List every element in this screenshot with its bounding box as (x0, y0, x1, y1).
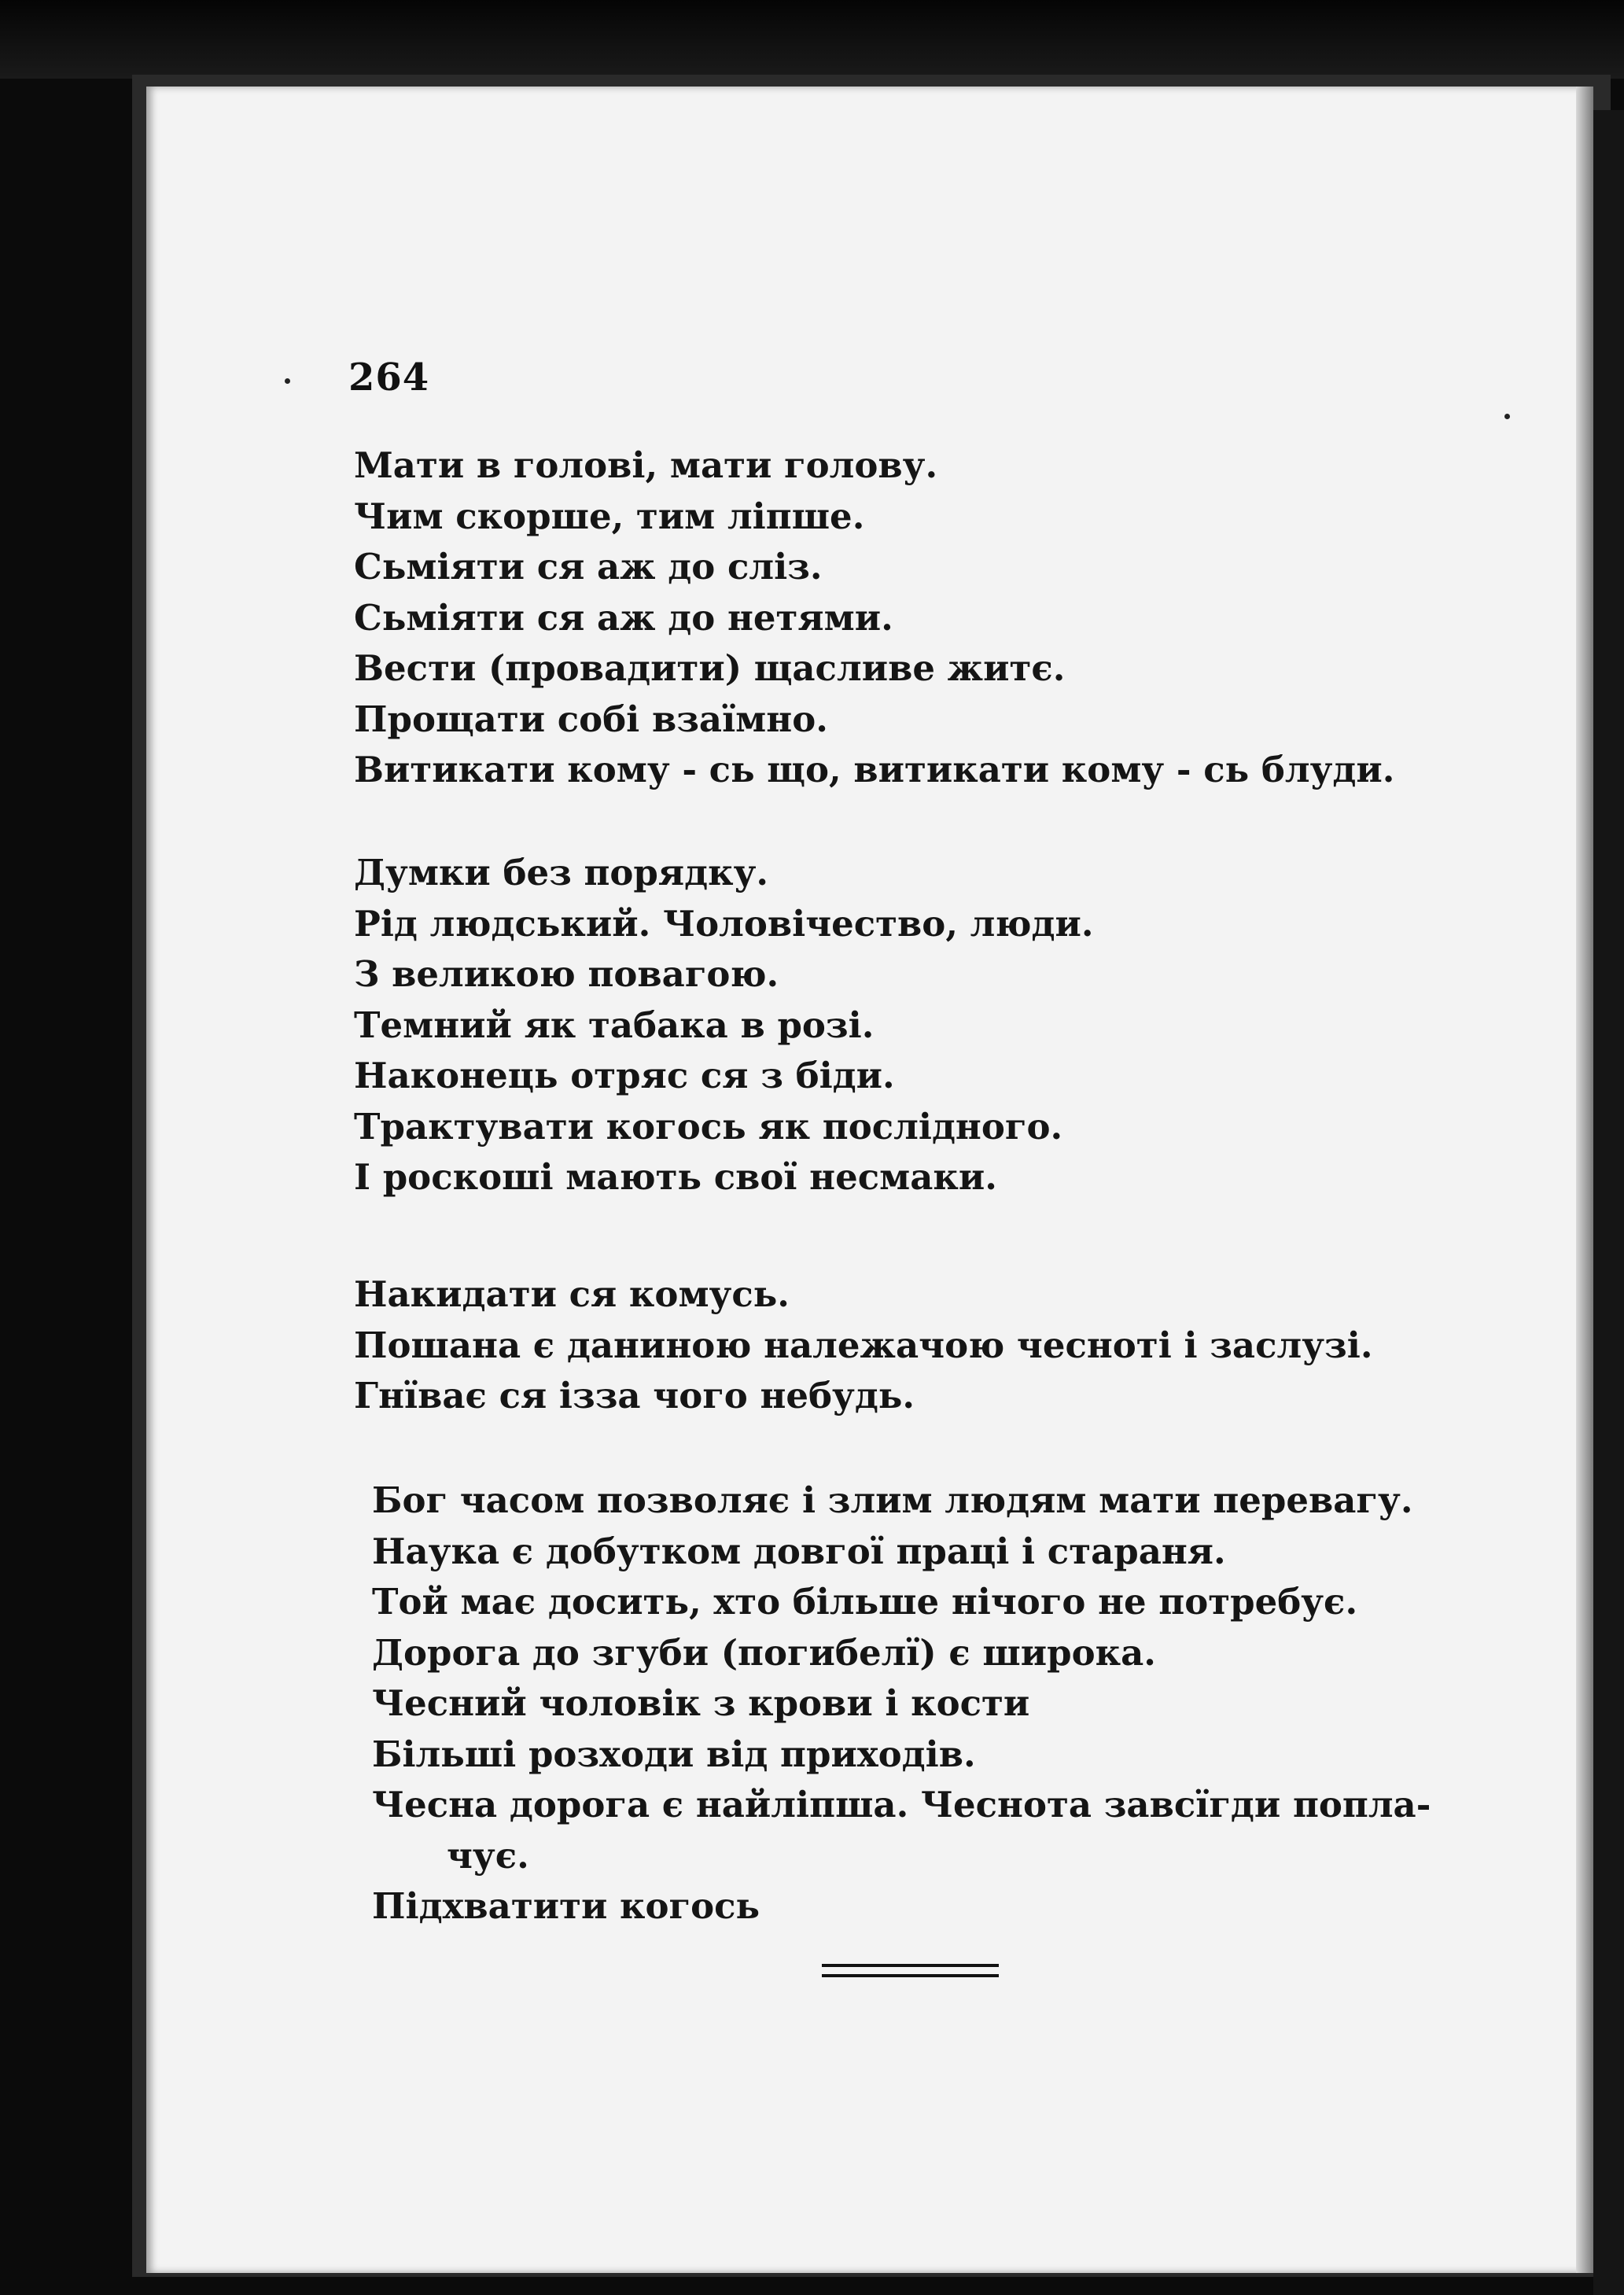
phrase-line: Темний як табака в розі. (354, 1004, 875, 1046)
page-number: 264 (348, 355, 430, 400)
phrase-line: Наука є добутком довгої праці і стараня. (372, 1530, 1226, 1572)
phrase-line: Рід людський. Чоловічество, люди. (354, 902, 1094, 945)
phrase-line: Пошана є даниною належачою чесноті і заслузі. (354, 1324, 1373, 1366)
phrase-line: Чесна дорога є найліпша. Чеснота завсїгди попла- (372, 1784, 1431, 1825)
phrase-line: Бог часом позволяє і злим людям мати перевагу. (372, 1479, 1413, 1521)
closing-rule-bottom (822, 1974, 999, 1977)
scan-top-border (0, 0, 1624, 79)
phrase-line: Сьміяти ся аж до сліз. (354, 546, 823, 588)
phrase-line: І роскоші мають свої несмаки. (354, 1156, 997, 1198)
closing-rule-top (822, 1964, 999, 1967)
phrase-group-4 (372, 1475, 1552, 1932)
phrase-line: Підхватити когось (372, 1885, 760, 1927)
phrase-line: Чим скорше, тим ліпше. (354, 495, 865, 537)
scan-right-border (1593, 110, 1624, 2295)
phrase-line: Витикати кому - сь що, витикати кому - сь блуди. (354, 749, 1395, 790)
phrase-group-2 (354, 848, 1534, 1203)
phrase-line: Сьміяти ся аж до нетями. (354, 596, 893, 639)
phrase-line: Наконець отряс ся з біди. (354, 1055, 895, 1096)
phrase-line: Дорога до згуби (погибелї) є широка. (372, 1631, 1156, 1674)
stray-dot-mark (285, 378, 290, 384)
phrase-line: Гнїває ся ізза чого небудь. (354, 1375, 915, 1416)
phrase-group-3 (354, 1269, 1534, 1422)
stray-dot-mark (1504, 414, 1510, 419)
phrase-line: Думки без порядку. (354, 852, 769, 893)
phrase-line: Вести (провадити) щасливе житє. (354, 647, 1066, 689)
phrase-line: Мати в голові, мати голову. (354, 444, 938, 486)
phrase-line: Прощати собі взаїмно. (354, 698, 828, 740)
phrase-line: Чесний чоловік з крови і кости (372, 1682, 1030, 1724)
phrase-line: З великою повагою. (354, 953, 779, 995)
phrase-line: Трактувати когось як послідного. (354, 1105, 1063, 1148)
phrase-line: Більші розходи від приходів. (372, 1733, 976, 1775)
phrase-line-continuation: чує. (447, 1834, 529, 1877)
phrase-line: Накидати ся комусь. (354, 1273, 790, 1315)
phrase-line: Той має досить, хто більше нічого не потребує. (372, 1581, 1358, 1623)
phrase-group-1 (354, 440, 1534, 796)
